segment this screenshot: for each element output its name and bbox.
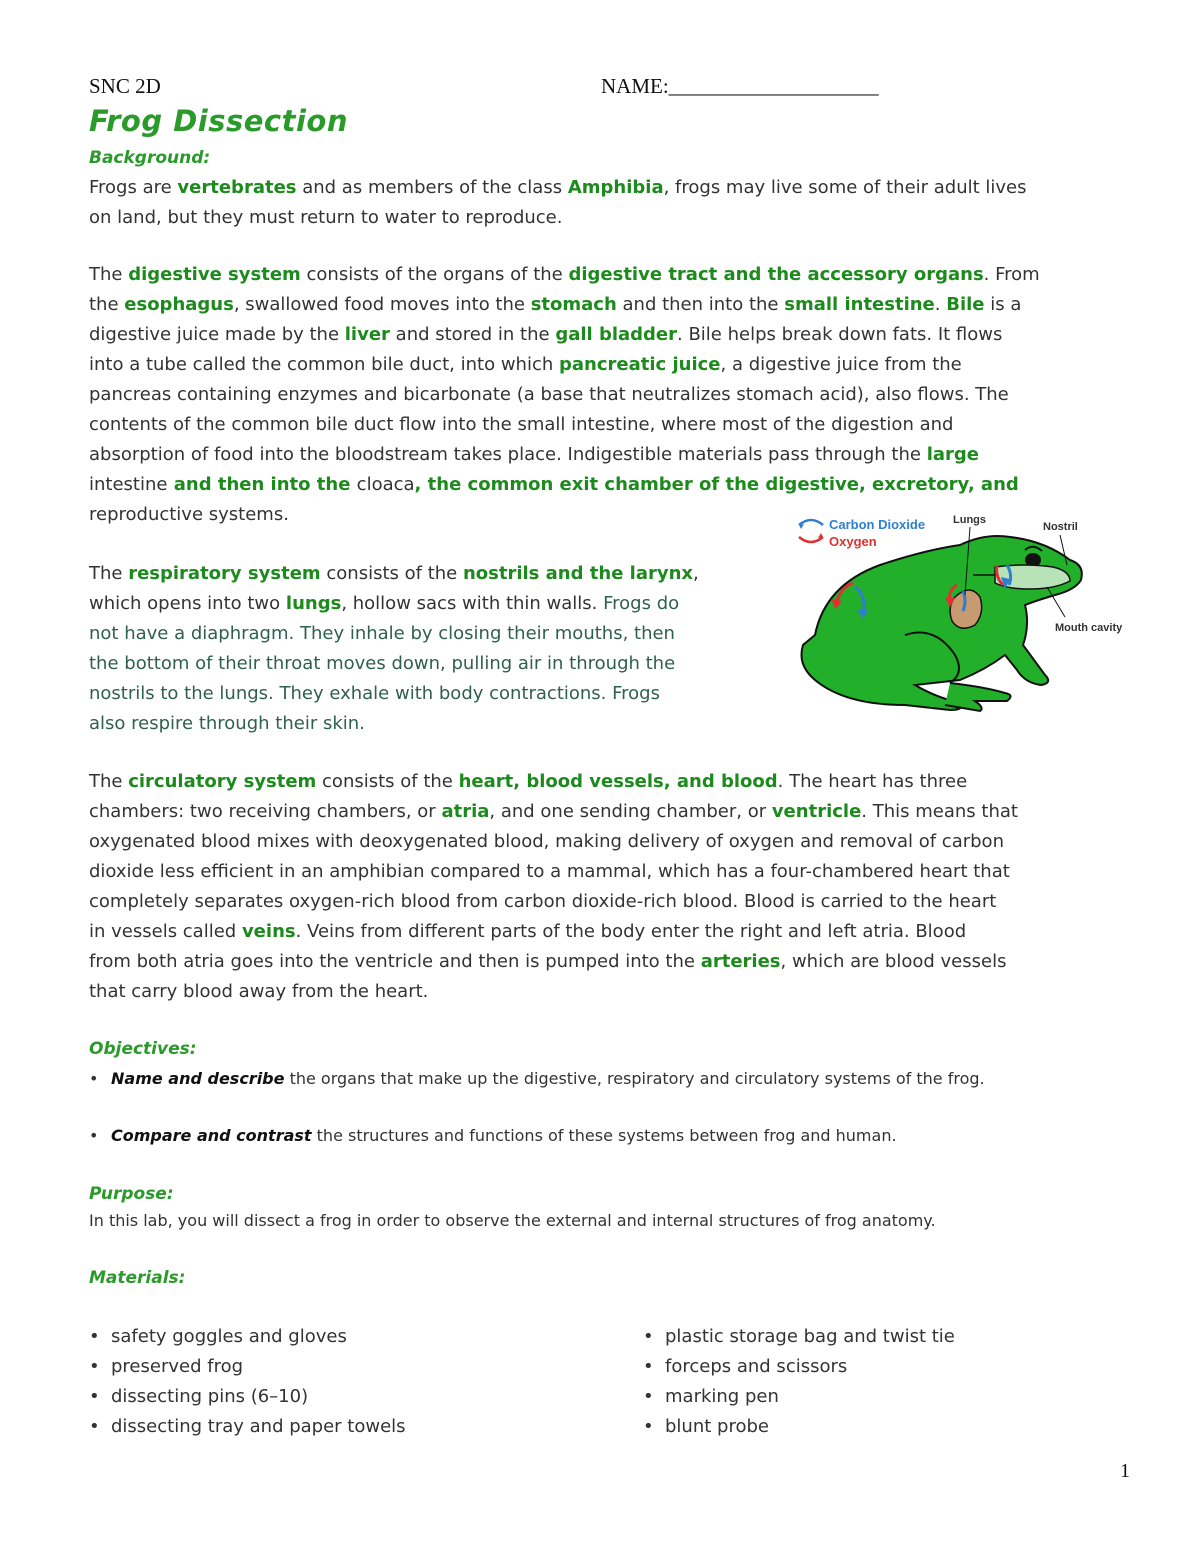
name-field-label: NAME:____________________ [601,74,879,98]
course-code: SNC 2D [89,74,161,98]
circulatory-line-4: dioxide less efficient in an amphibian compared to a mammal, which has a four-chambered heart that [89,861,1010,882]
circulatory-line-6: in vessels called veins. Veins from different parts of the body enter the right and left atria. Blood [89,921,967,942]
circulatory-line-8: that carry blood away from the heart. [89,981,429,1002]
legend-co2-label: Carbon Dioxide [829,517,926,532]
objectives-heading: Objectives: [89,1039,197,1059]
page-number: 1 [1120,1460,1130,1482]
digestive-line-6: contents of the common bile duct flow into the small intestine, where most of the digestion and [89,414,954,435]
material-item: • safety goggles and gloves [89,1326,347,1347]
purpose-heading: Purpose: [89,1184,174,1204]
digestive-line-1: The digestive system consists of the organs of the digestive tract and the accessory organs. From [89,264,1040,285]
circulatory-line-3: oxygenated blood mixes with deoxygenated blood, making delivery of oxygen and removal of carbon [89,831,1004,852]
respiratory-line-4: the bottom of their throat moves down, pulling air in through the [89,653,676,674]
page-title: Frog Dissection [89,104,348,138]
circulatory-line-2: chambers: two receiving chambers, or atria, and one sending chamber, or ventricle. This means that [89,801,1018,822]
materials-heading: Materials: [89,1268,186,1288]
material-item: • preserved frog [89,1356,244,1377]
intro-paragraph [89,173,1119,233]
material-item: • dissecting pins (6–10) [89,1386,309,1407]
legend-o2-label: Oxygen [829,534,877,549]
circulatory-paragraph [89,767,1119,1007]
objective-item-2: • Compare and contrast the structures and functions of these systems between frog and human. [89,1126,897,1145]
frog-respiration-diagram [785,505,1135,720]
frog-body [802,536,1082,711]
material-item: • dissecting tray and paper towels [89,1416,406,1437]
circulatory-line-7: from both atria goes into the ventricle and then is pumped into the arteries, which are blood vessels [89,951,1007,972]
lungs-label: Lungs [953,514,986,526]
respiratory-line-5: nostrils to the lungs. They exhale with body contractions. Frogs [89,683,660,704]
mouth-cavity-label: Mouth cavity [1055,622,1123,634]
nostril-label: Nostril [1043,521,1078,533]
digestive-paragraph [89,260,1119,530]
respiratory-line-1: The respiratory system consists of the nostrils and the larynx, [89,563,699,584]
digestive-line-9: reproductive systems. [89,504,289,525]
materials-list-right [643,1322,955,1442]
purpose-text: In this lab, you will dissect a frog in order to observe the external and internal structures of frog anatomy. [89,1211,936,1230]
respiratory-line-2: which opens into two lungs, hollow sacs with thin walls. Frogs do [89,593,680,614]
objective-item-1: • Name and describe the organs that make up the digestive, respiratory and circulatory systems of the frog. [89,1069,985,1088]
digestive-line-8: intestine and then into the cloaca, the common exit chamber of the digestive, excretory, and [89,474,1019,495]
material-item: • forceps and scissors [643,1356,848,1377]
digestive-line-5: pancreas containing enzymes and bicarbonate (a base that neutralizes stomach acid), also flows. The [89,384,1009,405]
intro-line-1: Frogs are vertebrates and as members of the class Amphibia, frogs may live some of their adult lives [89,177,1027,198]
digestive-line-3: digestive juice made by the liver and stored in the gall bladder. Bile helps break down fats. It flows [89,324,1003,345]
circulatory-line-5: completely separates oxygen-rich blood from carbon dioxide-rich blood. Blood is carried to the heart [89,891,997,912]
material-item: • blunt probe [643,1416,769,1437]
digestive-line-7: absorption of food into the bloodstream takes place. Indigestible materials pass through the large [89,444,979,465]
material-item: • plastic storage bag and twist tie [643,1326,955,1347]
legend-co2 [799,517,925,532]
intro-line-2: on land, but they must return to water to reproduce. [89,207,563,228]
legend-o2 [799,533,877,549]
background-heading: Background: [89,148,211,168]
circulatory-line-1: The circulatory system consists of the heart, blood vessels, and blood. The heart has three [89,771,968,792]
digestive-line-2: the esophagus, swallowed food moves into the stomach and then into the small intestine. Bile is a [89,294,1022,315]
materials-list-left [89,1322,406,1442]
respiratory-paragraph [89,559,779,739]
digestive-line-4: into a tube called the common bile duct, into which pancreatic juice, a digestive juice from the [89,354,962,375]
material-item: • marking pen [643,1386,779,1407]
respiratory-line-3: not have a diaphragm. They inhale by closing their mouths, then [89,623,675,644]
respiratory-line-6: also respire through their skin. [89,713,365,734]
